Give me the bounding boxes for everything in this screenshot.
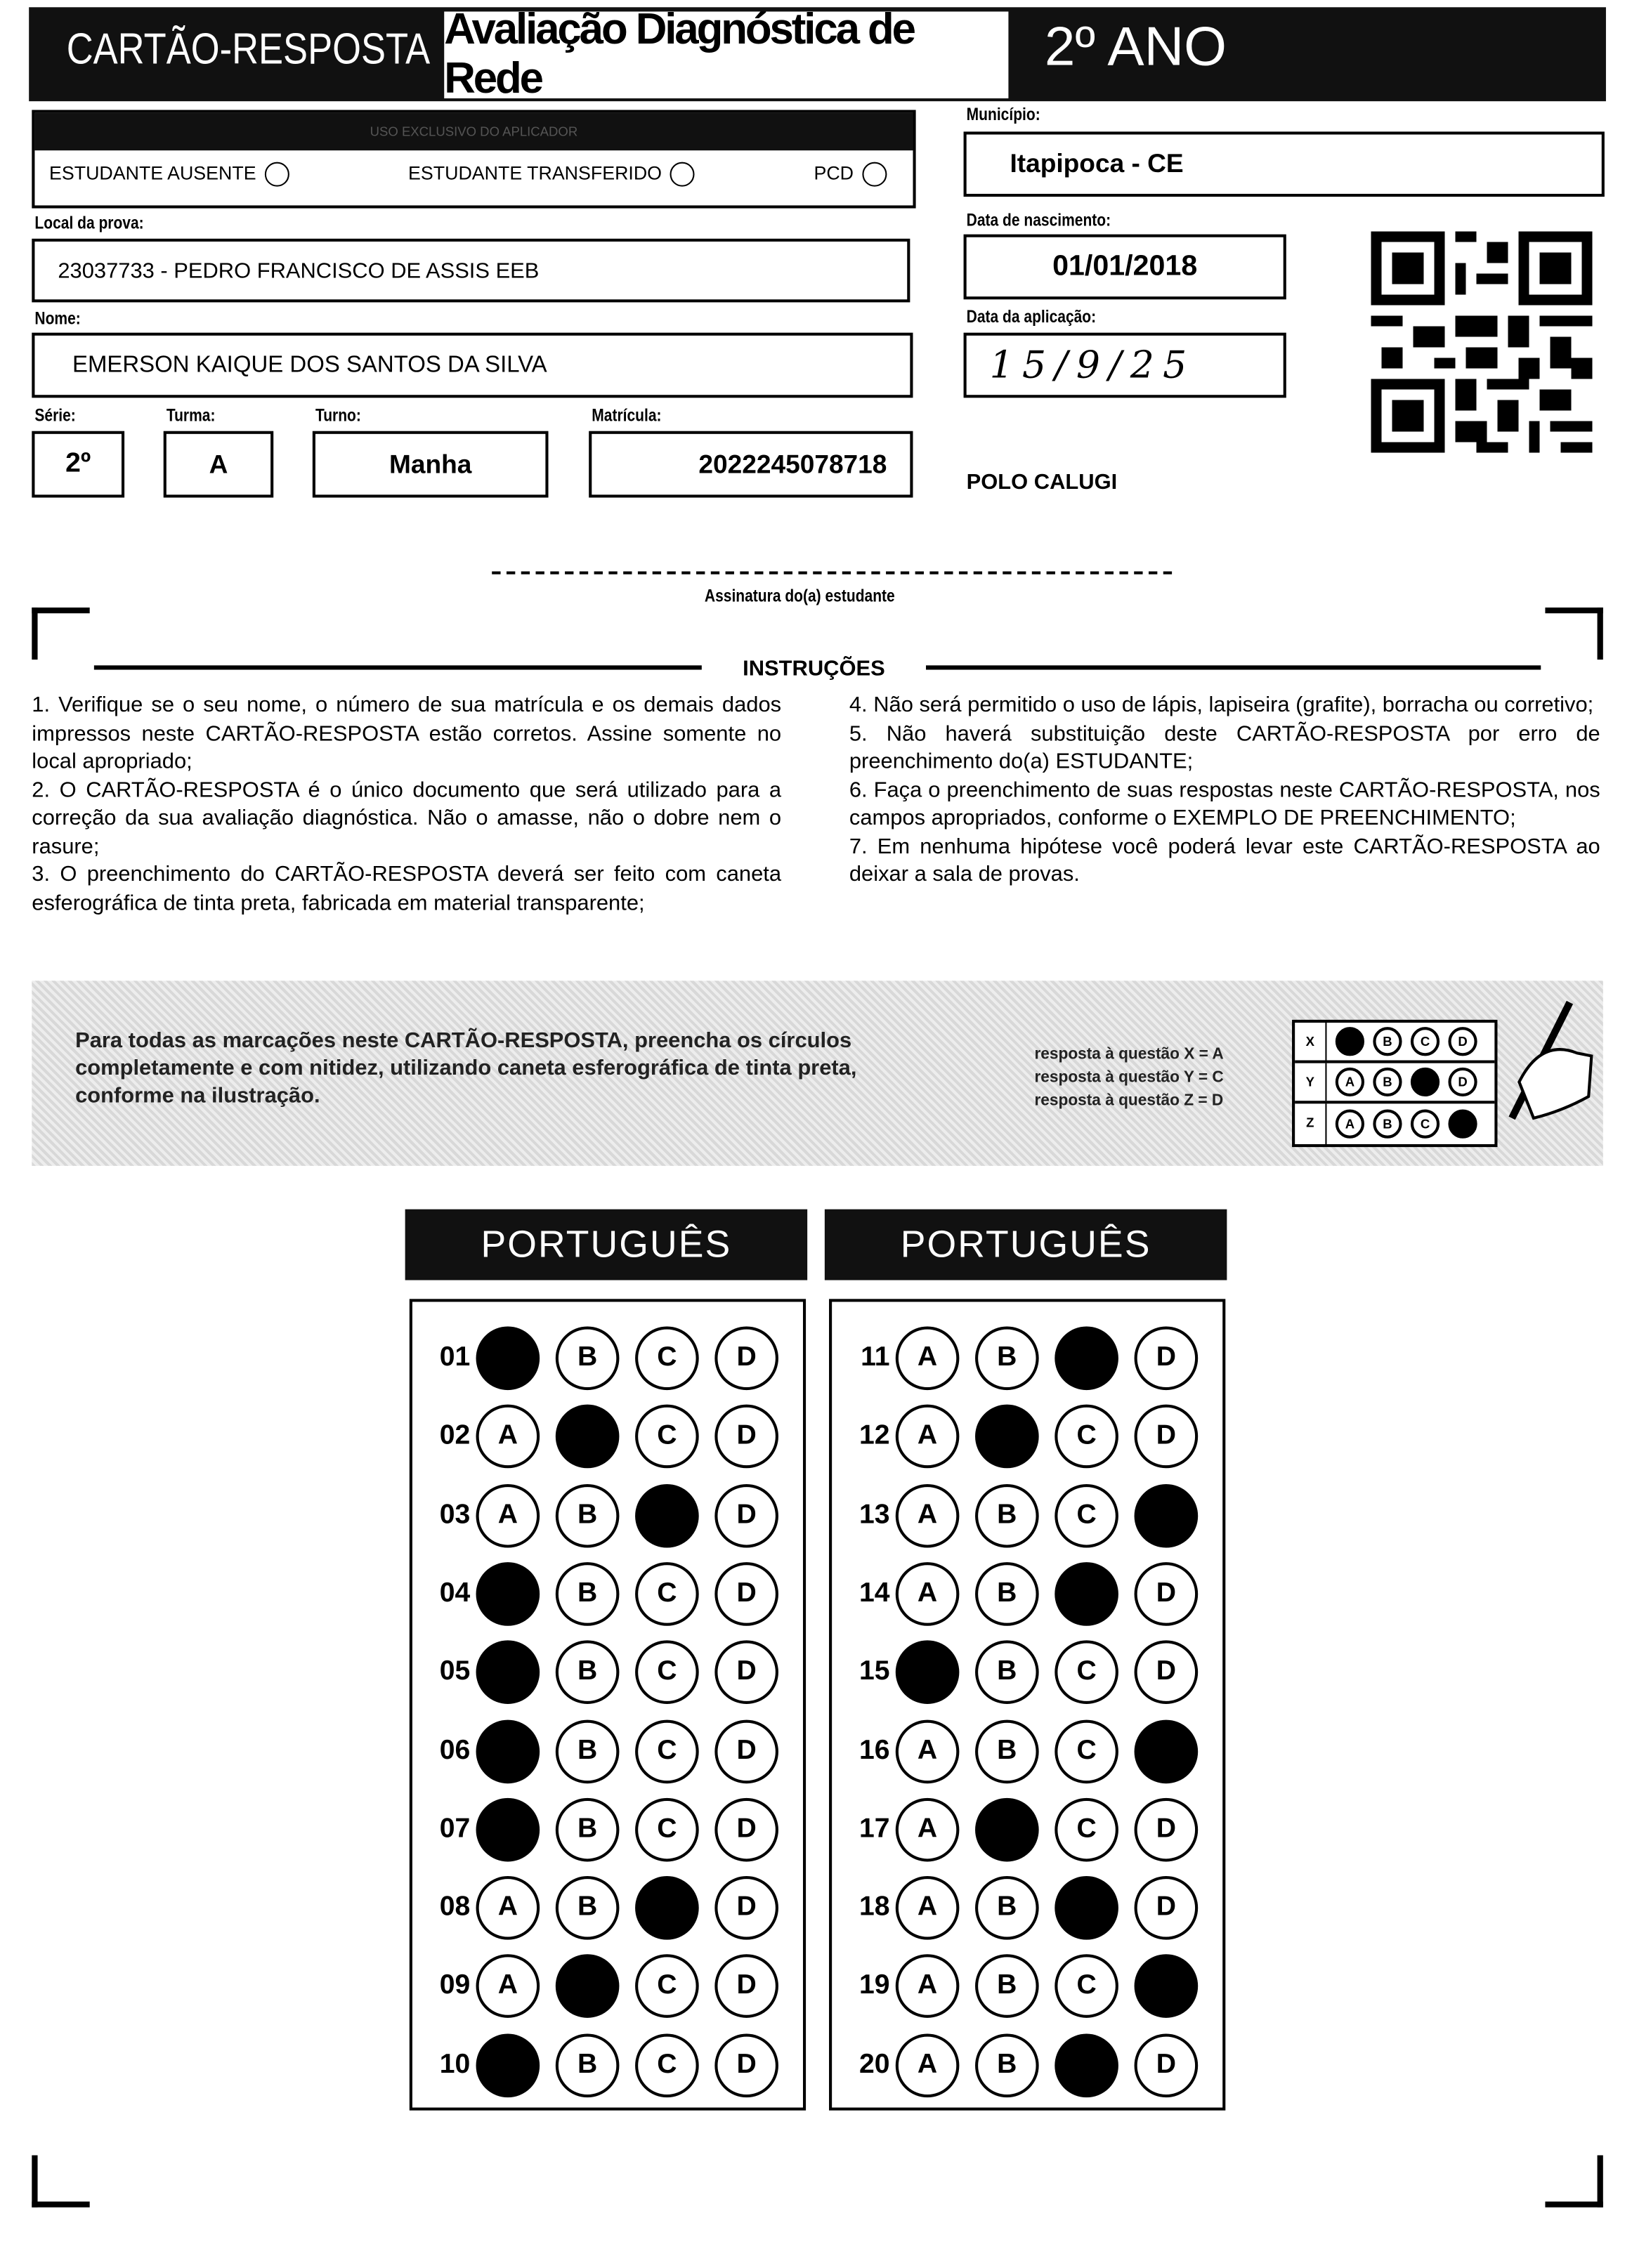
bubble-a[interactable]: A bbox=[476, 1326, 540, 1390]
bubble-c[interactable]: C bbox=[1055, 2033, 1118, 2097]
bubble-b[interactable]: B bbox=[556, 1562, 620, 1626]
nascimento-label: Data de nascimento: bbox=[966, 209, 1111, 230]
absent-label: ESTUDANTE AUSENTE bbox=[49, 162, 256, 184]
bubble-c[interactable]: C bbox=[635, 1326, 699, 1390]
question-number: 14 bbox=[859, 1578, 890, 1608]
bubble-a[interactable]: A bbox=[896, 1719, 960, 1783]
example-bubble: B bbox=[1373, 1110, 1402, 1139]
answer-row bbox=[412, 1639, 778, 1706]
question-number: 05 bbox=[439, 1656, 471, 1687]
turno-field: Manha bbox=[313, 431, 549, 498]
bubble-d[interactable]: D bbox=[1135, 2033, 1199, 2097]
question-number: 02 bbox=[439, 1420, 471, 1452]
bubble-b[interactable]: B bbox=[556, 1876, 620, 1940]
bubble-c[interactable]: C bbox=[635, 2033, 699, 2097]
header-grade: 2º ANO bbox=[1044, 17, 1227, 79]
example-row-label: X bbox=[1295, 1023, 1326, 1061]
bubble-b[interactable]: B bbox=[975, 2033, 1039, 2097]
section-header: PORTUGUÊS bbox=[405, 1210, 808, 1280]
bubble-b[interactable]: B bbox=[975, 1562, 1039, 1626]
bubble-a[interactable]: A bbox=[476, 1719, 540, 1783]
bubble-c[interactable]: C bbox=[1055, 1641, 1118, 1705]
question-number: 01 bbox=[439, 1342, 471, 1373]
bubble-d[interactable]: D bbox=[1135, 1797, 1199, 1861]
question-number: 19 bbox=[859, 1970, 890, 2001]
turma-field: A bbox=[164, 431, 274, 498]
answer-row bbox=[412, 1561, 778, 1627]
bubble-c[interactable]: C bbox=[635, 1719, 699, 1783]
bubble-c[interactable]: C bbox=[1055, 1876, 1118, 1940]
aplicacao-field: 15/9/25 bbox=[964, 333, 1286, 398]
question-number: 13 bbox=[859, 1499, 890, 1530]
question-number: 10 bbox=[439, 2049, 471, 2080]
bubble-d[interactable]: D bbox=[1135, 1483, 1199, 1547]
bubble-a[interactable]: A bbox=[896, 1405, 960, 1469]
instructions-title: INSTRUÇÕES bbox=[743, 656, 885, 681]
bubble-a[interactable]: A bbox=[476, 1797, 540, 1861]
example-text: Para todas as marcações neste CARTÃO-RESPOSTA, preencha os círculos completamente e com nitidez, utilizando caneta esferográfica de tinta preta, conforme na ilustração. bbox=[75, 1028, 857, 1108]
bubble-b[interactable]: B bbox=[556, 2033, 620, 2097]
bubble-c[interactable]: C bbox=[635, 1405, 699, 1469]
bubble-b[interactable]: B bbox=[975, 1719, 1039, 1783]
question-number: 15 bbox=[859, 1656, 890, 1687]
example-bubble: C bbox=[1411, 1027, 1440, 1056]
answer-row bbox=[412, 1482, 778, 1549]
matricula-field: 2022245078718 bbox=[589, 431, 913, 498]
applicator-box bbox=[32, 110, 915, 209]
question-number: 03 bbox=[439, 1499, 471, 1530]
bubble-c[interactable]: C bbox=[1055, 1483, 1118, 1547]
answer-row bbox=[832, 1875, 1198, 1941]
signature-label: Assinatura do(a) estudante bbox=[704, 586, 895, 606]
bubble-c[interactable]: C bbox=[635, 1955, 699, 2019]
corner-mark bbox=[1545, 608, 1602, 660]
bubble-b[interactable]: B bbox=[975, 1955, 1039, 2019]
answer-row bbox=[412, 1796, 778, 1863]
question-number: 11 bbox=[861, 1342, 890, 1373]
bubble-b[interactable]: B bbox=[556, 1955, 620, 2019]
answer-row bbox=[832, 1639, 1198, 1706]
example-legend-x: resposta à questão X = A bbox=[1034, 1045, 1224, 1063]
bubble-a[interactable]: A bbox=[896, 1641, 960, 1705]
question-number: 09 bbox=[439, 1970, 471, 2001]
header-subtitle: Avaliação Diagnóstica de Rede bbox=[444, 11, 1008, 98]
serie-field: 2º bbox=[32, 431, 124, 498]
example-bubble bbox=[1336, 1027, 1364, 1056]
bubble-b[interactable]: B bbox=[975, 1405, 1039, 1469]
question-number: 04 bbox=[439, 1578, 471, 1608]
bubble-b[interactable]: B bbox=[975, 1483, 1039, 1547]
answer-row bbox=[832, 1403, 1198, 1470]
bubble-b[interactable]: B bbox=[975, 1326, 1039, 1390]
bubble-a[interactable]: A bbox=[476, 1876, 540, 1940]
instructions-right: 4. Não será permitido o uso de lápis, lapiseira (grafite), borracha ou corretivo; 5. Não haverá substituição deste CARTÃO-RESPOSTA por erro de preenchimento do(a) ESTUDANTE; 6. Faça o preenchimento de suas respostas neste CARTÃO-RESPOSTA, nos campos apropriados, conforme o EXEMPLO DE PREENCHIMENTO; 7. Em nenhuma hipótese você poderá levar este CARTÃO-RESPOSTA ao deixar a sala de provas. bbox=[849, 693, 1600, 887]
bubble-a[interactable]: A bbox=[476, 1562, 540, 1626]
answer-row bbox=[832, 1953, 1198, 2020]
corner-mark bbox=[32, 2156, 89, 2208]
bubble-b[interactable]: B bbox=[556, 1326, 620, 1390]
example-legend-z: resposta à questão Z = D bbox=[1034, 1092, 1224, 1110]
bubble-d[interactable]: D bbox=[714, 1326, 778, 1390]
bubble-d[interactable]: D bbox=[1135, 1955, 1199, 2019]
matricula-label: Matrícula: bbox=[592, 405, 662, 426]
question-number: 07 bbox=[439, 1814, 471, 1844]
bubble-a[interactable]: A bbox=[896, 1326, 960, 1390]
answer-row bbox=[412, 2032, 778, 2099]
example-bubble: A bbox=[1336, 1068, 1364, 1096]
bubble-d[interactable]: D bbox=[714, 1876, 778, 1940]
example-row bbox=[1295, 1103, 1494, 1144]
local-field: 23037733 - PEDRO FRANCISCO DE ASSIS EEB bbox=[32, 239, 910, 303]
bubble-d[interactable]: D bbox=[714, 2033, 778, 2097]
answer-row bbox=[412, 1403, 778, 1470]
bubble-a[interactable]: A bbox=[476, 1641, 540, 1705]
absent-option[interactable] bbox=[49, 162, 289, 187]
bubble-d[interactable]: D bbox=[714, 1797, 778, 1861]
nascimento-field: 01/01/2018 bbox=[964, 235, 1286, 300]
serie-label: Série: bbox=[34, 405, 76, 426]
question-number: 18 bbox=[859, 1892, 890, 1923]
question-number: 20 bbox=[859, 2049, 890, 2080]
answer-grid bbox=[829, 1299, 1225, 2110]
transferred-label: ESTUDANTE TRANSFERIDO bbox=[408, 162, 662, 184]
example-legend-y: resposta à questão Y = C bbox=[1034, 1068, 1224, 1087]
corner-mark bbox=[1545, 2156, 1602, 2208]
bubble-b[interactable]: B bbox=[975, 1797, 1039, 1861]
bubble-d[interactable]: D bbox=[714, 1562, 778, 1626]
answer-row bbox=[832, 1325, 1198, 1391]
example-row-label: Z bbox=[1295, 1103, 1326, 1144]
answer-row bbox=[832, 1482, 1198, 1549]
bubble-c[interactable]: C bbox=[635, 1562, 699, 1626]
bubble-c[interactable]: C bbox=[1055, 1326, 1118, 1390]
header-title: CARTÃO-RESPOSTA bbox=[66, 26, 431, 74]
answer-row bbox=[832, 2032, 1198, 2099]
polo-label: POLO CALUGI bbox=[966, 470, 1118, 495]
bubble-a[interactable]: A bbox=[896, 1876, 960, 1940]
bubble-b[interactable]: B bbox=[975, 1876, 1039, 1940]
corner-mark bbox=[32, 608, 89, 660]
bubble-d[interactable]: D bbox=[714, 1719, 778, 1783]
example-bubble: C bbox=[1411, 1110, 1440, 1139]
question-number: 17 bbox=[859, 1814, 890, 1844]
turno-label: Turno: bbox=[315, 405, 361, 426]
pcd-option[interactable] bbox=[814, 162, 887, 187]
hand-pen-icon bbox=[1490, 995, 1606, 1147]
example-row-label: Y bbox=[1295, 1063, 1326, 1101]
bubble-a[interactable]: A bbox=[476, 1955, 540, 2019]
bubble-b[interactable]: B bbox=[556, 1483, 620, 1547]
answer-row bbox=[412, 1718, 778, 1785]
nome-label: Nome: bbox=[34, 308, 81, 329]
example-row bbox=[1295, 1063, 1494, 1104]
bubble-a[interactable]: A bbox=[896, 1955, 960, 2019]
aplicacao-label: Data da aplicação: bbox=[966, 306, 1097, 327]
bubble-d[interactable]: D bbox=[1135, 1405, 1199, 1469]
bubble-c[interactable]: C bbox=[635, 1641, 699, 1705]
example-bubble bbox=[1411, 1068, 1440, 1096]
example-bubble: B bbox=[1373, 1068, 1402, 1096]
bubble-c[interactable]: C bbox=[1055, 1405, 1118, 1469]
bubble-c[interactable]: C bbox=[1055, 1797, 1118, 1861]
answer-row bbox=[832, 1561, 1198, 1627]
bubble-c[interactable]: C bbox=[635, 1797, 699, 1861]
pcd-radio[interactable] bbox=[862, 162, 887, 187]
absent-radio[interactable] bbox=[265, 162, 289, 187]
bubble-d[interactable]: D bbox=[714, 1955, 778, 2019]
instructions-left: 1. Verifique se o seu nome, o número de sua matrícula e os demais dados impressos neste CARTÃO-RESPOSTA estão corretos. Assine somente no local apropriado; 2. O CARTÃO-RESPOSTA é o único documento que será utilizado para a correção da sua avaliação diagnóstica. Não o amasse, não o dobre nem o rasure; 3. O preenchimento do CARTÃO-RESPOSTA deverá ser feito com caneta esferográfica de tinta preta, fabricada em material transparente; bbox=[32, 693, 782, 915]
bubble-b[interactable]: B bbox=[556, 1797, 620, 1861]
example-row bbox=[1295, 1023, 1494, 1063]
answer-grid bbox=[410, 1299, 806, 2110]
divider bbox=[926, 665, 1541, 669]
bubble-b[interactable]: B bbox=[556, 1641, 620, 1705]
question-number: 16 bbox=[859, 1735, 890, 1766]
example-bubble: D bbox=[1448, 1027, 1477, 1056]
municipio-label: Município: bbox=[966, 104, 1040, 125]
answer-row bbox=[832, 1718, 1198, 1785]
bubble-d[interactable]: D bbox=[714, 1483, 778, 1547]
bubble-a[interactable]: A bbox=[476, 2033, 540, 2097]
bubble-d[interactable]: D bbox=[1135, 1326, 1199, 1390]
municipio-field: Itapipoca - CE bbox=[964, 131, 1605, 197]
bubble-d[interactable]: D bbox=[1135, 1719, 1199, 1783]
answer-row bbox=[412, 1875, 778, 1941]
bubble-b[interactable]: B bbox=[975, 1641, 1039, 1705]
bubble-b[interactable]: B bbox=[556, 1719, 620, 1783]
pcd-label: PCD bbox=[814, 162, 854, 184]
signature-line[interactable] bbox=[492, 571, 1172, 574]
bubble-b[interactable]: B bbox=[556, 1405, 620, 1469]
example-bubble: A bbox=[1336, 1110, 1364, 1139]
bubble-a[interactable]: A bbox=[476, 1405, 540, 1469]
transferred-radio[interactable] bbox=[670, 162, 695, 187]
bubble-d[interactable]: D bbox=[1135, 1641, 1199, 1705]
bubble-a[interactable]: A bbox=[896, 2033, 960, 2097]
answer-row bbox=[412, 1325, 778, 1391]
question-number: 08 bbox=[439, 1892, 471, 1923]
question-number: 12 bbox=[859, 1420, 890, 1452]
qr-code-icon bbox=[1367, 232, 1595, 453]
question-number: 06 bbox=[439, 1735, 471, 1766]
local-label: Local da prova: bbox=[34, 212, 144, 233]
example-bubble: B bbox=[1373, 1027, 1402, 1056]
example-bubble bbox=[1448, 1110, 1477, 1139]
nome-field: EMERSON KAIQUE DOS SANTOS DA SILVA bbox=[32, 333, 913, 398]
answer-row bbox=[412, 1953, 778, 2020]
example-grid bbox=[1292, 1020, 1497, 1147]
bubble-d[interactable]: D bbox=[1135, 1562, 1199, 1626]
bubble-d[interactable]: D bbox=[714, 1405, 778, 1469]
bubble-c[interactable]: C bbox=[1055, 1719, 1118, 1783]
example-bubble: D bbox=[1448, 1068, 1477, 1096]
bubble-d[interactable]: D bbox=[714, 1641, 778, 1705]
bubble-a[interactable]: A bbox=[896, 1483, 960, 1547]
applicator-title: USO EXCLUSIVO DO APLICADOR bbox=[34, 113, 913, 151]
bubble-c[interactable]: C bbox=[635, 1876, 699, 1940]
answer-row bbox=[832, 1796, 1198, 1863]
bubble-c[interactable]: C bbox=[1055, 1562, 1118, 1626]
bubble-c[interactable]: C bbox=[635, 1483, 699, 1547]
section-header: PORTUGUÊS bbox=[825, 1210, 1227, 1280]
bubble-a[interactable]: A bbox=[476, 1483, 540, 1547]
transferred-option[interactable] bbox=[408, 162, 695, 187]
divider bbox=[94, 665, 702, 669]
bubble-a[interactable]: A bbox=[896, 1797, 960, 1861]
bubble-d[interactable]: D bbox=[1135, 1876, 1199, 1940]
bubble-a[interactable]: A bbox=[896, 1562, 960, 1626]
turma-label: Turma: bbox=[166, 405, 216, 426]
bubble-c[interactable]: C bbox=[1055, 1955, 1118, 2019]
